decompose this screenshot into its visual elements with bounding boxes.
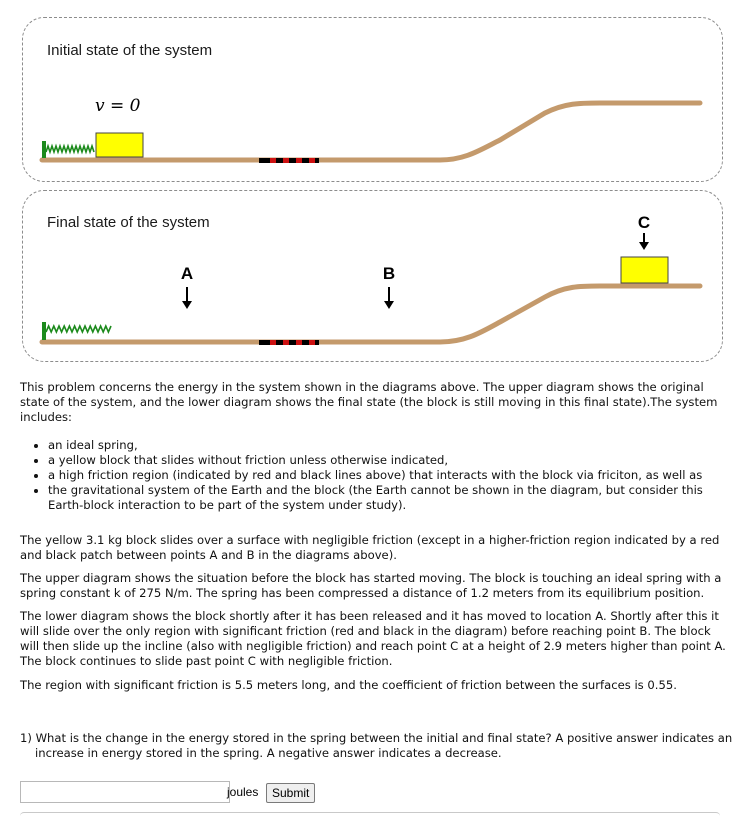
point-c-label: C bbox=[637, 213, 651, 232]
spring-wall-initial bbox=[42, 141, 46, 158]
block-initial bbox=[96, 133, 143, 157]
friction-patch-initial bbox=[259, 158, 319, 163]
question-text: 1) What is the change in the energy stored in the spring between the initial and final state? A positive answer indicates an increase in energy stored in the spring. A negative answer indicates a decrease. bbox=[20, 731, 733, 760]
system-components-list bbox=[20, 438, 732, 513]
problem-intro: This problem concerns the energy in the system shown in the diagrams above. The upper diagram shows the original state of the system, and the lower diagram shows the final state (the block is still moving in this final state).The system includes: bbox=[20, 380, 718, 424]
point-b-label: B bbox=[382, 264, 396, 283]
final-state-title: Final state of the system bbox=[47, 214, 210, 231]
spring-initial bbox=[46, 146, 94, 152]
paragraph bbox=[20, 533, 732, 563]
final-state-panel bbox=[22, 190, 723, 362]
unit-label: joules bbox=[227, 785, 259, 799]
paragraph-block-description: The yellow 3.1 kg block slides over a surface with negligible friction (except in a higher-friction region indicated by a red and black patch between points A and B in the diagrams above). bbox=[20, 533, 720, 562]
list-item: • a yellow block that slides without friction unless otherwise indicated, bbox=[48, 453, 732, 468]
paragraph-initial-state: The upper diagram shows the situation before the block has started moving. The block is touching an ideal spring with a spring constant k of 275 N/m. The spring has been compressed a distance of 1.2 meters from its equilibrium position. bbox=[20, 571, 722, 600]
point-a-label: A bbox=[180, 264, 194, 283]
list-item: • an ideal spring, bbox=[48, 438, 732, 453]
list-item: • a high friction region (indicated by red and black lines above) that interacts with the block via friciton, as well as bbox=[48, 468, 732, 483]
paragraph bbox=[20, 678, 732, 693]
answer-input[interactable] bbox=[20, 781, 230, 803]
paragraph bbox=[20, 571, 732, 601]
list-item: • the gravitational system of the Earth and the block (the Earth cannot be shown in the diagram, but consider this Earth-block interaction to be part of the system under study). bbox=[48, 483, 732, 513]
paragraph-friction-region: The region with significant friction is 5.5 meters long, and the coefficient of friction between the surfaces is 0.55. bbox=[20, 678, 677, 692]
submit-button[interactable]: Submit bbox=[266, 783, 315, 803]
paragraph bbox=[20, 609, 732, 669]
next-question-border bbox=[20, 812, 720, 817]
initial-state-title: Initial state of the system bbox=[47, 42, 213, 59]
paragraph-final-state: The lower diagram shows the block shortly after it has been released and it has moved to location A. Shortly after this it will slide over the only region with significant friction (red and black in the diagram) before reaching point B. The block will then slide up the incline (also with negligible friction) and reach point C at a height of 2.9 meters higher than point A. The block continues to slide past point C with negligible friction. bbox=[20, 609, 726, 668]
velocity-label: v = 0 bbox=[95, 96, 141, 116]
